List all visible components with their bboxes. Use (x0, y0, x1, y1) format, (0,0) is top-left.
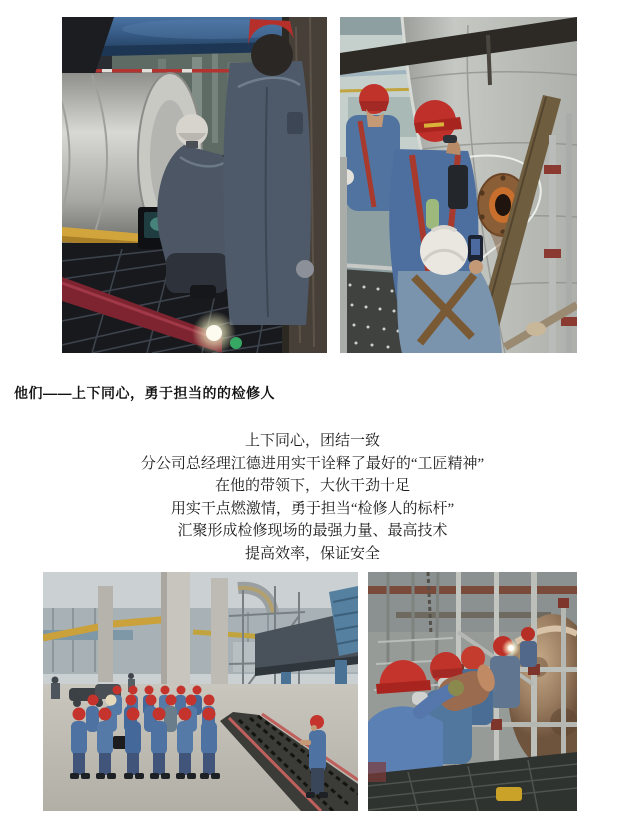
poem-block (0, 430, 625, 565)
poem-line: 汇聚形成检修现场的最强力量、最高技术 (177, 523, 448, 539)
poem-line: 提高效率，保证安全 (244, 545, 380, 562)
photo-platform-inspection (62, 17, 327, 353)
photo-illustration (43, 572, 358, 811)
poem-line: 分公司总经理江德进用实干诠释了最好的“工匠精神” (140, 455, 485, 472)
photo-team-briefing (43, 572, 358, 811)
section-heading: 他们——上下同心，勇于担当的的检修人 (14, 385, 275, 401)
poem-line: 在他的带领下，大伙干劲十足 (214, 478, 410, 494)
photo-illustration (368, 572, 577, 811)
photo-scaffold-work (368, 572, 577, 811)
photo-illustration (62, 17, 327, 353)
photo-illustration (340, 17, 577, 353)
poem-line: 用实干点燃激情，勇于担当“检修人的标杆” (170, 500, 455, 517)
poem-line: 上下同心，团结一致 (244, 433, 380, 449)
photo-tank-flange-work (340, 17, 577, 353)
